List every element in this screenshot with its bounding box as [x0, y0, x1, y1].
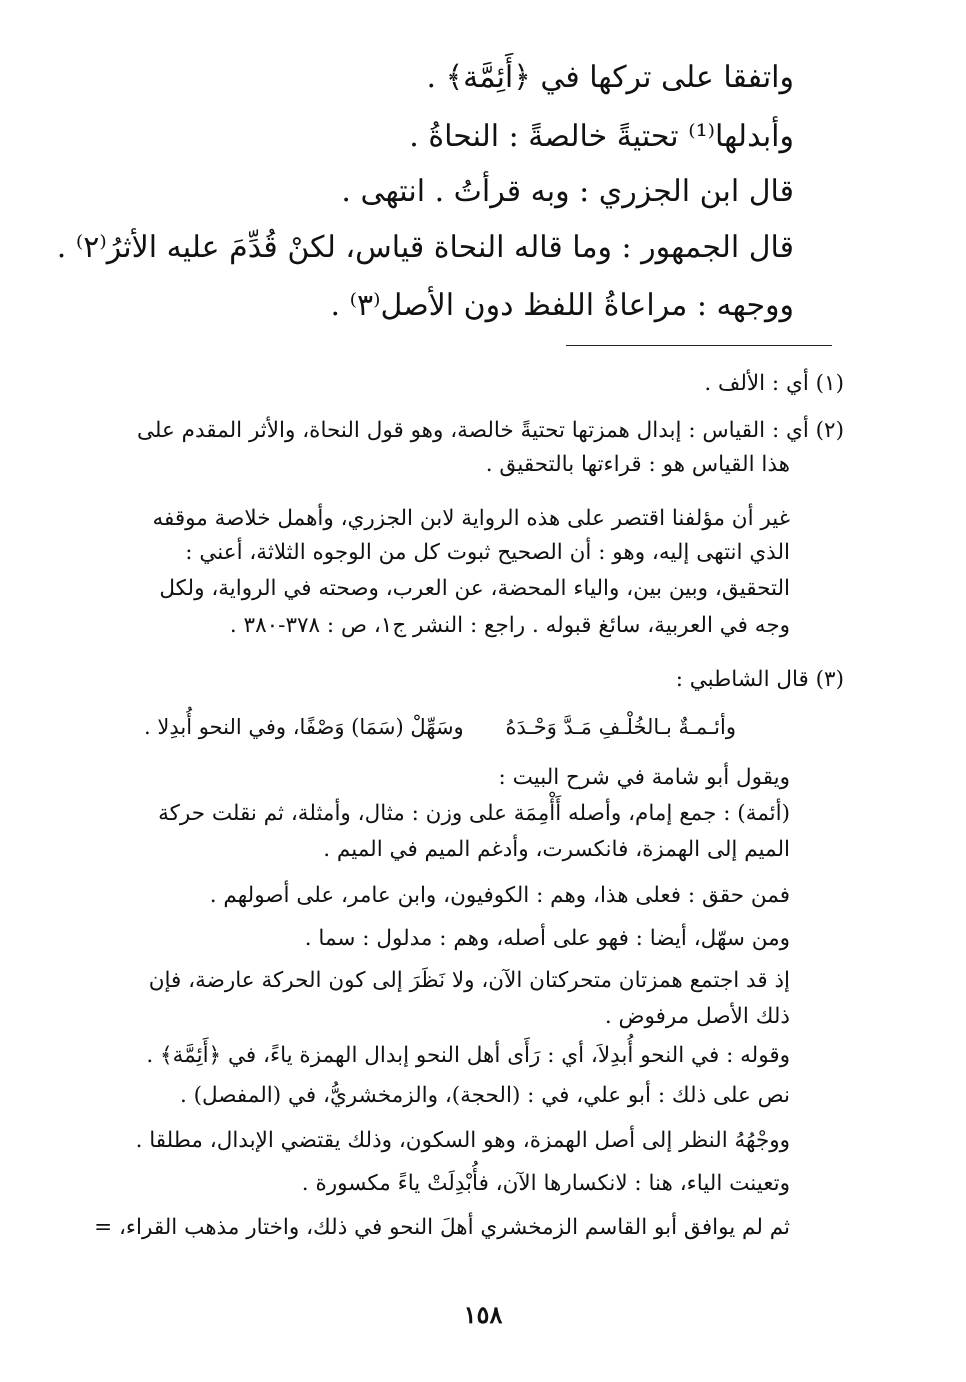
footnote-3-line: ومن سهّل، أيضا : فهو على أصله، وهم : مدلول : سما . [304, 926, 790, 951]
footnote-3-line: الميم إلى الهمزة، فانكسرت، وأدغم الميم في الميم . [323, 837, 790, 862]
footnote-3-line: وقوله : في النحو أُبدِلاَ، أي : رَأَى أهل النحو إبدال الهمزة ياءً، في ﴿أَئِمَّة﴾ . [146, 1043, 790, 1068]
main-text-line: ووجهه : مراعاةُ اللفظ دون الأصل⁽٣⁾ . [330, 288, 794, 323]
footnote-2-line: التحقيق، وبين بين، والياء المحضة، عن العرب، وصحته في الرواية، ولكل [159, 576, 790, 601]
verse-second-hemistich: وسَهِّلْ (سَمَا) وَصْفًا، وفي النحو أُبدِلا . [144, 715, 464, 739]
footnote-1: (١) أي : الألف . [704, 371, 844, 396]
main-text-line: واتفقا على تركها في ﴿أَئِمَّة﴾ . [426, 60, 794, 95]
footnote-2-line: (٢) أي : القياس : إبدال همزتها تحتيةً خالصة، وهو قول النحاة، والأثر المقدم على [136, 418, 844, 443]
footnote-3-line: ويقول أبو شامة في شرح البيت : [498, 765, 790, 790]
main-text-line: قال الجمهور : وما قاله النحاة قياس، لكنْ قُدِّمَ عليه الأثرُ⁽٢⁾ . [56, 230, 794, 265]
verse-first-hemistich: وأئـمـةٌ بـالخُلْـفِ مَـدَّ وَحْـدَهُ [505, 715, 736, 739]
main-text-line: قال ابن الجزري : وبه قرأتُ . انتهى . [341, 174, 794, 209]
footnote-3-line: فمن حقق : فعلى هذا، وهم : الكوفيون، وابن عامر، على أصولهم . [209, 883, 790, 908]
footnote-separator [566, 345, 832, 346]
main-text-line: وأبدلها⁽¹⁾ تحتيةً خالصةً : النحاةُ . [409, 119, 794, 154]
footnote-2-line: هذا القياس هو : قراءتها بالتحقيق . [485, 452, 790, 477]
footnote-2-line: غير أن مؤلفنا اقتصر على هذه الرواية لابن الجزري، وأهمل خلاصة موقفه [152, 506, 790, 531]
footnote-3-line: ذلك الأصل مرفوض . [604, 1004, 790, 1029]
footnote-2-line: وجه في العربية، سائغ قبوله . راجع : النشر ج١، ص : ٣٧٨-٣٨٠ . [229, 613, 790, 638]
page-number: ١٥٨ [463, 1300, 503, 1329]
footnote-3-line: (أئمة) : جمع إمام، وأصله أَأْمِمَة على وزن : مثال، وأمثلة، ثم نقلت حركة [158, 801, 790, 826]
footnote-3-line: ثم لم يوافق أبو القاسم الزمخشري أهلَ النحو في ذلك، واختار مذهب القراء، = [94, 1215, 790, 1240]
footnote-3-line: ووجْهُهُ النظر إلى أصل الهمزة، وهو السكون، وذلك يقتضي الإبدال، مطلقا . [135, 1128, 790, 1153]
footnote-3-intro: (٣) قال الشاطبي : [675, 667, 844, 692]
footnote-3-line: إذ قد اجتمع همزتان متحركتان الآن، ولا نَظَرَ إلى كون الحركة عارضة، فإن [148, 968, 790, 993]
footnote-2-line: الذي انتهى إليه، وهو : أن الصحيح ثبوت كل من الوجوه الثلاثة، أعني : [185, 540, 790, 565]
footnote-3-line: وتعينت الياء، هنا : لانكسارها الآن، فأُبْدِلَتْ ياءً مكسورة . [301, 1171, 790, 1196]
footnote-3-line: نص على ذلك : أبو علي، في : (الحجة)، والزمخشريُّ، في (المفصل) . [179, 1083, 790, 1108]
